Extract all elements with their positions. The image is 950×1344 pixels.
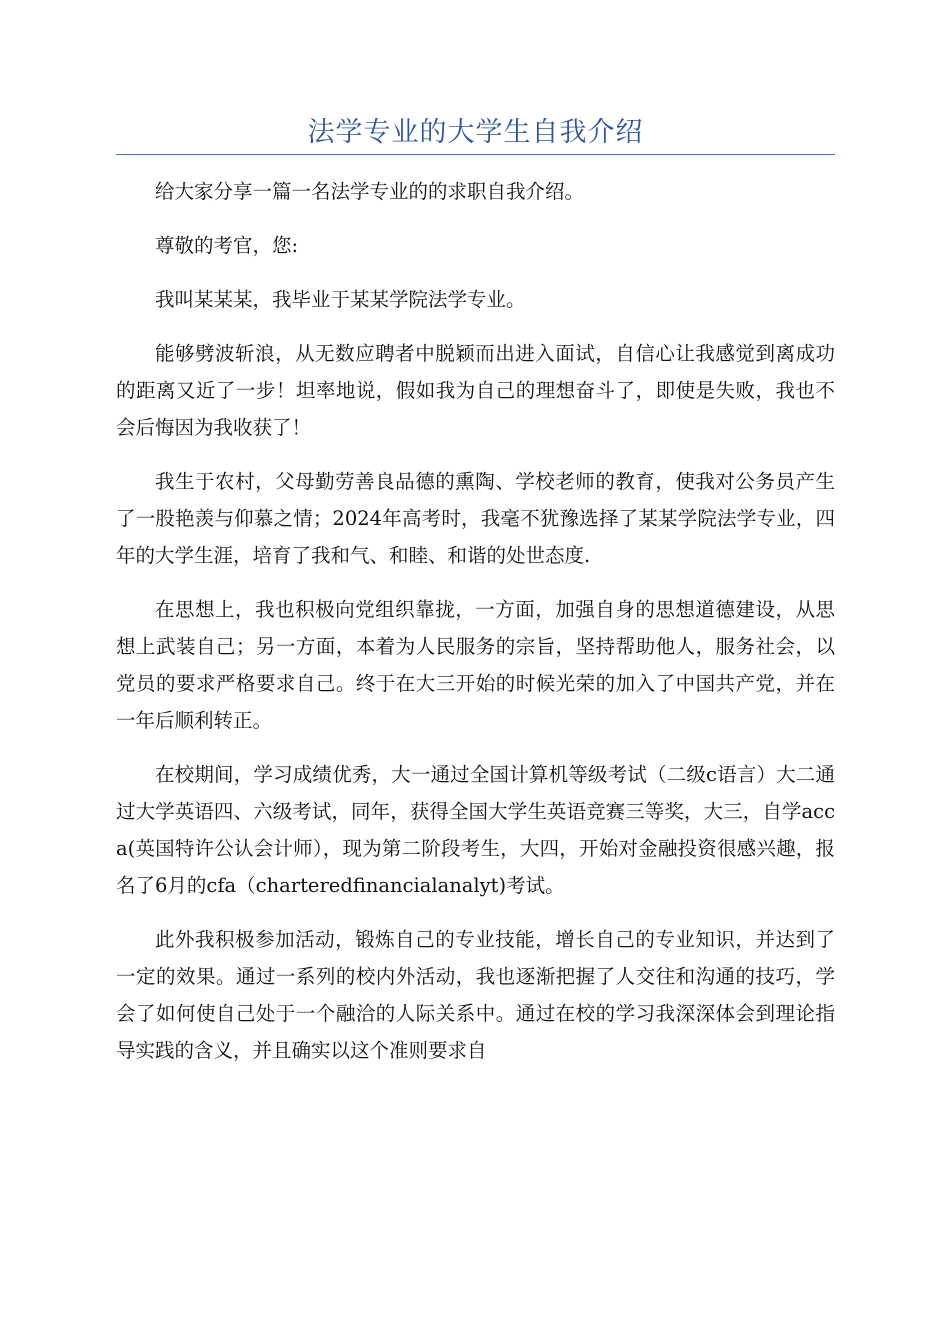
paragraph-salutation: 尊敬的考官，您:: [155, 234, 299, 257]
paragraph-background: 我生于农村，父母勤劳善良品德的熏陶、学校老师的教育，使我对公务员产生了一股艳羡与仰慕之情；2024年高考时，我毫不犹豫选择了某某学院法学专业，四年的大学生涯，培育了我和气、和睦、和谐的处世态度.: [116, 470, 835, 567]
paragraph-confidence: 能够劈波斩浪，从无数应聘者中脱颖而出进入面试，自信心让我感觉到离成功的距离又近了一步！坦率地说，假如我为自己的理想奋斗了，即使是失败，我也不会后悔因为我收获了！: [116, 342, 835, 439]
document-title: 法学专业的大学生自我介绍: [307, 117, 644, 148]
paragraph-activities: 此外我积极参加活动，锻炼自己的专业技能，增长自己的专业知识，并达到了一定的效果。通过一系列的校内外活动，我也逐渐把握了人交往和沟通的技巧，学会了如何使自己处于一个融洽的人际关系中。通过在校的学习我深深体会到理论指导实践的含义，并且确实以这个准则要求自: [116, 928, 835, 1062]
paragraph-ideology: 在思想上，我也积极向党组织靠拢，一方面，加强自身的思想道德建设，从思想上武装自己；另一方面，本着为人民服务的宗旨，坚持帮助他人，服务社会，以党员的要求严格要求自己。终于在大三开始的时候光荣的加入了中国共产党，并在一年后顺利转正。: [116, 598, 835, 732]
paragraph-name: 我叫某某某，我毕业于某某学院法学专业。: [155, 288, 526, 311]
paragraph-intro: 给大家分享一篇一名法学专业的的求职自我介绍。: [155, 180, 585, 203]
document-body: [116, 173, 835, 1086]
paragraph-academics: 在校期间，学习成绩优秀，大一通过全国计算机等级考试（二级c语言）大二通过大学英语四、六级考试，同年，获得全国大学生英语竞赛三等奖，大三，自学acca(英国特许公认会计师），现为第二阶段考生，大四，开始对金融投资很感兴趣，报名了6月的cfa（charteredfinancialanalyt)考试。: [116, 763, 835, 897]
title-underline: [116, 154, 835, 155]
